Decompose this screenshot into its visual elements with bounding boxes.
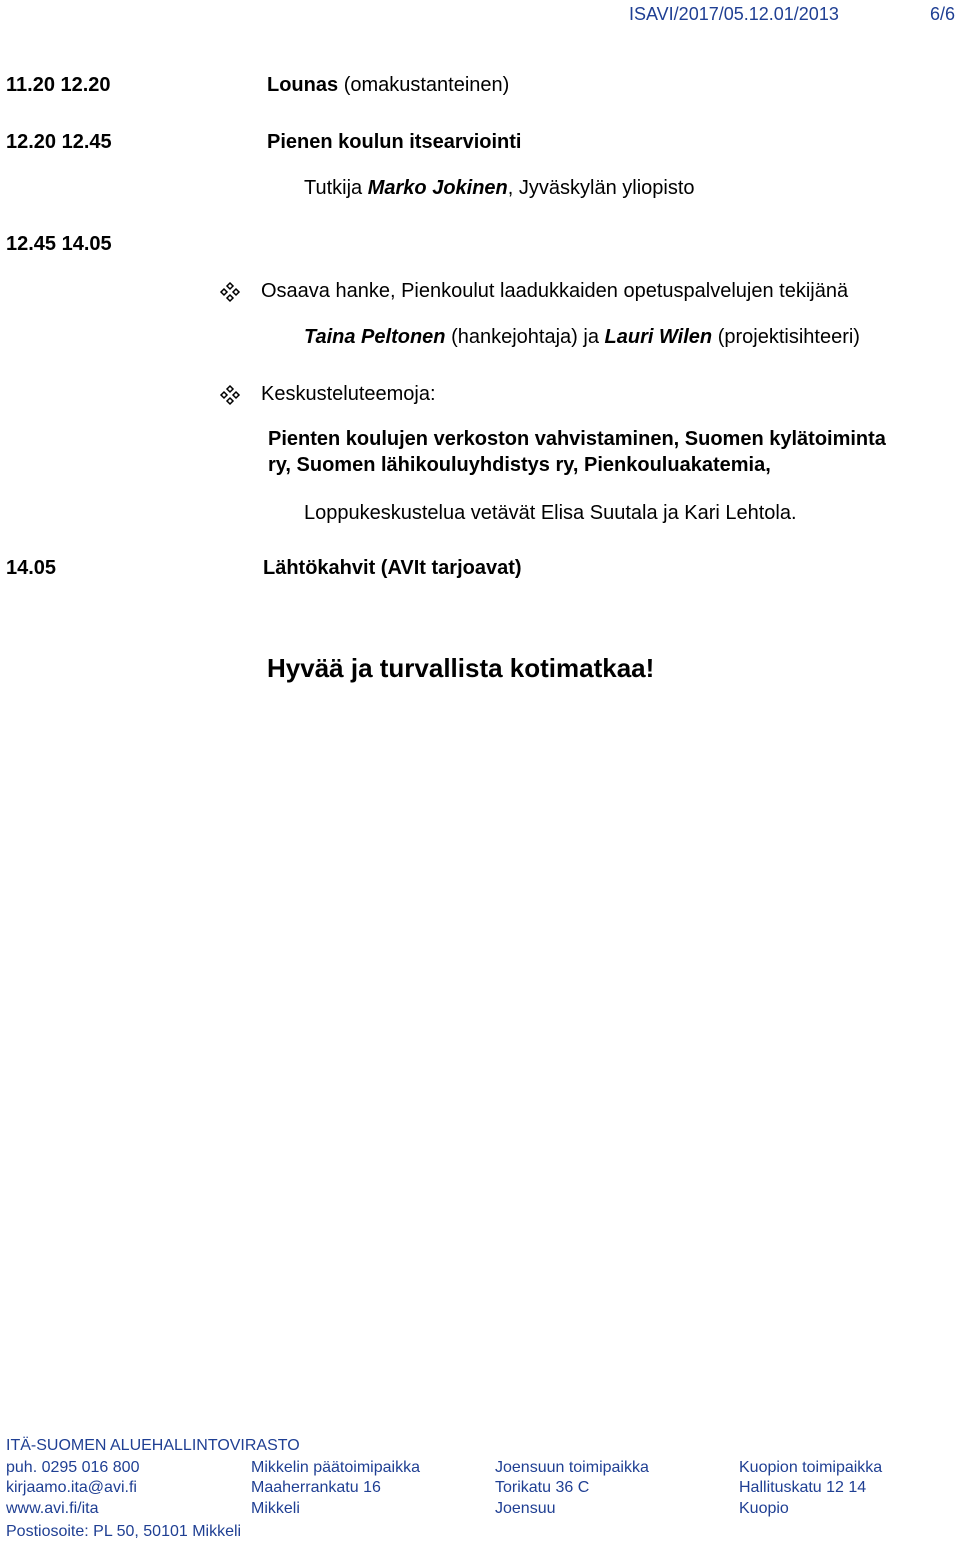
footer-mikkeli-office: Mikkelin päätoimipaikka <box>251 1459 420 1476</box>
lunch-time: 11.20 12.20 <box>6 74 111 96</box>
diamond-bullet-icon <box>219 384 241 406</box>
talk-time: 12.20 12.45 <box>6 131 112 153</box>
lunch-title: Lounas <box>267 74 339 96</box>
footer-joensuu-office: Joensuun toimipaikka <box>495 1459 649 1476</box>
lunch-note: (omakustanteinen) <box>343 74 510 96</box>
footer-agency: ITÄ-SUOMEN ALUEHALLINTOVIRASTO <box>6 1437 300 1454</box>
footer-joensuu-street: Torikatu 36 C <box>495 1479 590 1496</box>
document-reference: ISAVI/2017/05.12.01/2013 <box>629 4 839 24</box>
talk-title: Pienen koulun itsearviointi <box>267 131 522 153</box>
footer-joensuu-city: Joensuu <box>495 1500 556 1517</box>
closing-discussion: Loppukeskustelua vetävät Elisa Suutala ja Kari Lehtola. <box>304 502 797 524</box>
speaker-role: Tutkija <box>304 177 363 199</box>
diamond-bullet-icon <box>219 281 241 309</box>
page-number: 6/6 <box>930 4 956 24</box>
footer-mikkeli-street: Maaherrankatu 16 <box>251 1479 381 1496</box>
footer-email[interactable]: kirjaamo.ita@avi.fi <box>6 1479 137 1496</box>
diamond-bullet-icon <box>219 281 241 303</box>
person2-role: (projektisihteeri) <box>717 326 860 348</box>
closing-message: Hyvää ja turvallista kotimatkaa! <box>267 653 655 683</box>
speaker-name: Marko Jokinen <box>367 177 508 199</box>
footer-mikkeli-city: Mikkeli <box>251 1500 300 1517</box>
session-people <box>304 326 860 349</box>
footer-website[interactable]: www.avi.fi/ita <box>6 1500 99 1517</box>
session-bullet-2: Keskusteluteemoja: <box>261 383 436 405</box>
farewell-time: 14.05 <box>6 557 57 579</box>
speaker-org: , Jyväskylän yliopisto <box>507 177 695 199</box>
diamond-bullet-icon <box>219 384 241 412</box>
footer-kuopio-city: Kuopio <box>739 1500 789 1517</box>
person2-name: Lauri Wilen <box>604 326 713 348</box>
lunch-entry <box>267 74 509 97</box>
footer-phone: puh. 0295 016 800 <box>6 1459 140 1476</box>
person1-role: (hankejohtaja) ja <box>451 326 599 348</box>
session-time: 12.45 14.05 <box>6 233 112 255</box>
footer-kuopio-street: Hallituskatu 12 14 <box>739 1479 867 1496</box>
session-bullet-1: Osaava hanke, Pienkoulut laadukkaiden opetuspalvelujen tekijänä <box>261 280 849 302</box>
talk-speaker <box>304 177 695 200</box>
themes-line-2: ry, Suomen lähikouluyhdistys ry, Pienkouluakatemia, <box>268 454 771 476</box>
farewell-title: Lähtökahvit (AVIt tarjoavat) <box>263 557 522 579</box>
themes-line-1: Pienten koulujen verkoston vahvistaminen, Suomen kylätoiminta <box>268 428 886 450</box>
person1-name: Taina Peltonen <box>304 326 446 348</box>
footer-kuopio-office: Kuopion toimipaikka <box>739 1459 883 1476</box>
footer-postal-address: Postiosoite: PL 50, 50101 Mikkeli <box>6 1523 242 1540</box>
